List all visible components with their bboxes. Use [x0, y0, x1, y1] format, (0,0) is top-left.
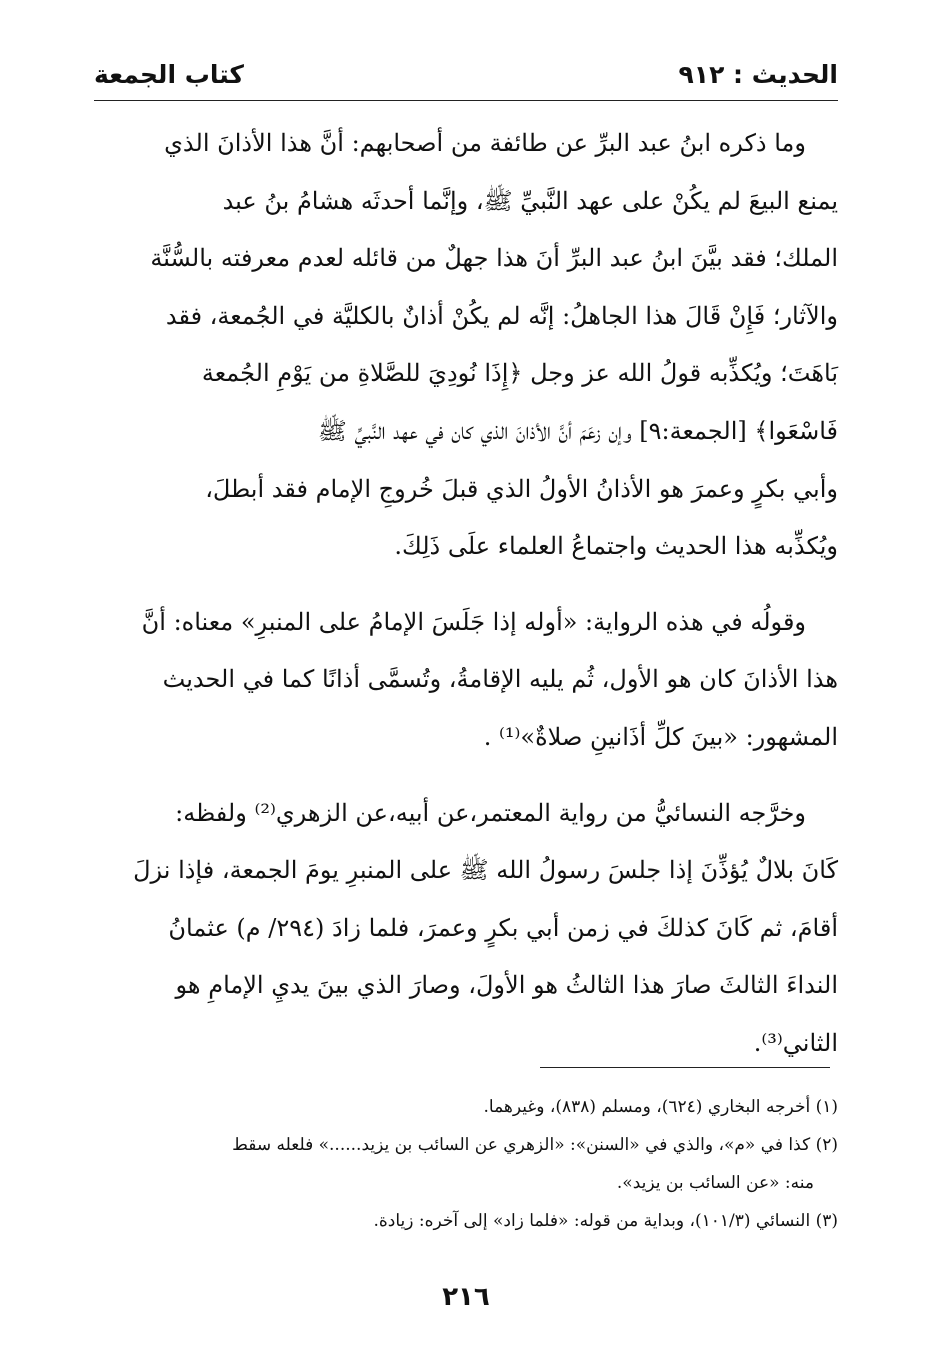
- text-line: وخرَّجه النسائيُّ من رواية المعتمر،عن أبيه،عن الزهري⁽²⁾ ولفظه:: [175, 798, 806, 827]
- text-line: ويُكذِّبه هذا الحديث واجتماعُ العلماء علَى ذَلِكَ.: [394, 532, 838, 561]
- paragraph-3: [94, 785, 838, 1073]
- text-line: هذا الأذانَ كان هو الأول، ثُم يليه الإقامةُ، وتُسمَّى أذانًا كما في الحديث: [162, 665, 838, 694]
- text-line: وأبي بكرٍ وعمرَ هو الأذانُ الأولُ الذي قبلَ خُروجِ الإمام فقد أبطلَ،: [205, 474, 838, 503]
- paragraph-1: [94, 115, 838, 576]
- main-text: [94, 115, 838, 1091]
- footnotes: [94, 1088, 838, 1240]
- footnote-2-continued: منه: «عن السائب بن يزيد».: [616, 1173, 814, 1193]
- header-rule: [94, 100, 838, 101]
- text-line: الثاني⁽³⁾.: [753, 1028, 838, 1057]
- text-line: وما ذكره ابنُ عبد البرِّ عن طائفة من أصحابهم: أنَّ هذا الأذانَ الذي: [164, 129, 806, 157]
- page-number: ٢١٦: [442, 1282, 490, 1312]
- hadith-number: الحديث : ٩١٢: [678, 60, 838, 89]
- book-title: كتاب الجمعة: [94, 60, 244, 89]
- text-line: كَانَ بلالٌ يُؤذِّنَ إذا جلسَ رسولُ الله ﷺ على المنبرِ يومَ الجمعة، فإذا نزلَ: [133, 856, 838, 885]
- text-line: وقولُه في هذه الرواية: «أوله إذا جَلَسَ الإمامُ على المنبرِ» معناه: أنَّ: [141, 607, 806, 636]
- text-line: يمنع البيعَ لم يكُنْ على عهد النَّبيِّ ﷺ، وإنَّما أحدثَه هشامُ بنُ عبد: [222, 186, 838, 215]
- page-header: [94, 60, 838, 96]
- footnote-separator: [540, 1067, 830, 1068]
- text-line: أقامَ، ثم كَانَ كذلكَ في زمن أبي بكرٍ وعمرَ، فلما زادَ (٢٩٤/ م) عثمانُ: [168, 913, 838, 942]
- text-line: الملك؛ فقد بيَّنَ ابنُ عبد البرِّ أنَ هذا جهلٌ من قائله لعدم معرفته بالسُّنَّة: [150, 244, 838, 273]
- footnote-2: (٢) كذا في «م»، والذي في «السنن»: «الزهري عن السائب بن يزيد......» فلعله سقط: [232, 1135, 838, 1155]
- footnote-3: (٣) النسائي (١٠١/٣)، وبداية من قوله: «فلما زاد» إلى آخره: زيادة.: [373, 1211, 838, 1231]
- paragraph-2: [94, 594, 838, 767]
- footnote-1: (١) أخرجه البخاري (٦٢٤)، ومسلم (٨٣٨)، وغيرهما.: [483, 1097, 838, 1117]
- text-line: فَاسْعَوا﴾ [الجمعة:٩] وإن زعَمَ أنَّ الأذانَ الذي كان في عهد النَّبيِّ ﷺ: [317, 416, 838, 445]
- text-line: المشهور: «بينَ كلِّ أذَانينِ صلاةٌ»⁽¹⁾ .: [483, 722, 838, 751]
- text-line: بَاهَتَ؛ ويُكذِّبه قولُ الله عز وجل ﴿إِذَا نُودِيَ للصَّلاةِ من يَوْمِ الجُمعة: [201, 359, 838, 388]
- text-line: والآثار؛ فَإِنْ قَالَ هذا الجاهلُ: إنَّه لم يكُنْ أذانٌ بالكليَّة في الجُمعة، فقد: [165, 301, 838, 330]
- text-line: النداءَ الثالثَ صارَ هذا الثالثُ هو الأولَ، وصارَ الذي بينَ يديِ الإمامِ هو: [175, 971, 838, 1000]
